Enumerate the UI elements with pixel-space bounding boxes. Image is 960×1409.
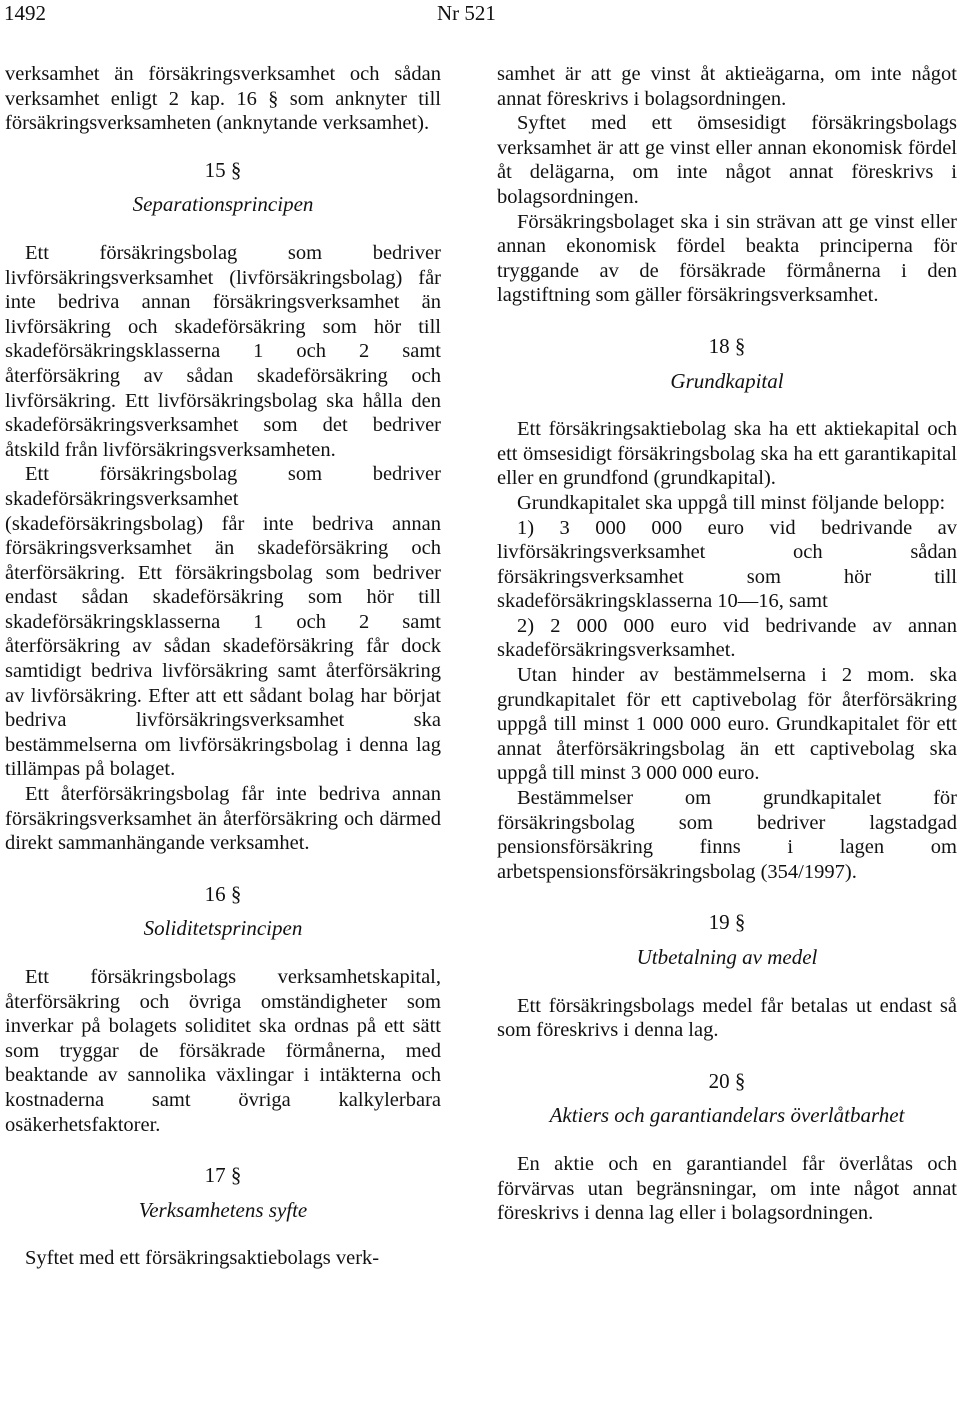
section-18-item-2: 2) 2 000 000 euro vid bedrivande av annan skadeförsäkringsverksamhet. (497, 614, 957, 662)
section-18-paragraph-4: Bestämmelser om grundkapitalet för försäkringsbolag som bedriver lagstadgad pensionsförsäkring finns i lagen om arbetspensionsförsäkringsbolag (354/1997). (497, 787, 957, 883)
section-20-paragraph-1: En aktie och en garantiandel får överlåtas och förvärvas utan begränsningar, om inte något annat föreskrivs i denna lag eller i bolagsordningen. (497, 1152, 957, 1225)
section-15-title: Separationsprincipen (132, 192, 314, 217)
intro-paragraph: verksamhet än försäkringsverksamhet och sådan verksamhet enligt 2 kap. 16 § som anknyter till försäkringsverksamheten (anknytande verksamhet). (5, 63, 441, 135)
section-19-paragraph-1: Ett försäkringsbolags medel får betalas ut endast så som föreskrivs i denna lag. (497, 994, 957, 1042)
section-17-paragraph-1: Syftet med ett försäkringsaktiebolags verk- (25, 1247, 380, 1270)
section-18-number: 18 § (708, 333, 746, 358)
section-20-title: Aktiers och garantiandelars överlåtbarhet (549, 1103, 905, 1128)
right-column (497, 62, 957, 1226)
page-number: 1492 (4, 1, 46, 25)
section-17-paragraph-3: Försäkringsbolaget ska i sin strävan att ge vinst eller annan ekonomisk fördel beakta principerna för tryggande av de försäkrade förmånerna i den lagstiftning som gäller försäkringsverksamhet. (497, 210, 957, 307)
page-header (0, 0, 960, 30)
section-15-paragraph-3: Ett återförsäkringsbolag får inte bedriva annan försäkringsverksamhet än återförsäkring och därmed direkt sammanhängande verksamhet. (5, 783, 441, 855)
section-18-paragraph-1: Ett försäkringsaktiebolag ska ha ett aktiekapital och ett ömsesidigt försäkringsbolag ska ha ett garantikapital eller en grundfond (grundkapital). (497, 418, 957, 490)
section-15-paragraph-1: Ett försäkringsbolag som bedriver livförsäkringsverksamhet (livförsäkringsbolag) får inte bedriva annan försäkringsverksamhet än livförsäkring och skadeförsäkring som hör till skadeförsäkringsklasserna 1 och 2 samt återförsäkring av sådan skadeförsäkring och livförsäkring. Ett livförsäkringsbolag ska hålla den skadeförsäkringsverksamhet som det bedriver åtskild från livförsäkringsverksamheten. (5, 241, 441, 461)
section-19-title: Utbetalning av medel (636, 945, 818, 969)
section-17-number: 17 § (204, 1163, 242, 1188)
statute-number: Nr 521 (437, 1, 496, 25)
section-17-title: Verksamhetens syfte (138, 1197, 308, 1222)
left-column (5, 62, 441, 1271)
section-18-paragraph-2: Grundkapitalet ska uppgå till minst följande belopp: (517, 491, 946, 514)
section-15-number: 15 § (204, 157, 242, 182)
section-16-number: 16 § (204, 881, 242, 906)
section-16-paragraph-1: Ett försäkringsbolags verksamhetskapital, återförsäkring och övriga omständigheter som inverkar på bolagets soliditet ska ordnas på ett sätt som tryggar de försäkrade förmånerna, med beaktande av sannolika växlingar i intäkterna och kostnaderna samt övriga kalkylerbara osäkerhetsfaktorer. (5, 966, 441, 1136)
section-17-paragraph-2: Syftet med ett ömsesidigt försäkringsbolags verksamhet är att ge vinst eller annan ekonomisk fördel åt delägarna, om inte något annat föreskrivs i bolagsordningen. (497, 112, 957, 208)
section-19-number: 19 § (708, 910, 746, 935)
section-20-number: 20 § (708, 1068, 746, 1093)
section-18-title: Grundkapital (670, 368, 784, 393)
section-18-item-1: 1) 3 000 000 euro vid bedrivande av livförsäkringsverksamhet och sådan försäkringsverksamhet som hör till skadeförsäkringsklasserna 10—16, samt (497, 516, 957, 613)
continued-paragraph: samhet är att ge vinst åt aktieägarna, om inte något annat föreskrivs i bolagsordningen. (497, 63, 957, 110)
section-15-paragraph-2: Ett försäkringsbolag som bedriver skadeförsäkringsverksamhet (skadeförsäkringsbolag) får inte bedriva annan försäkringsverksamhet än skadeförsäkring och återförsäkring. Ett försäkringsbolag som bedriver endast sådan skadeförsäkring som hör till skadeförsäkringsklasserna 1 och 2 samt återförsäkring av sådan skadeförsäkring får dock samtidigt bedriva livförsäkring samt återförsäkring av livförsäkring. Efter att ett sådant bolag har börjat bedriva livförsäkringsverksamhet ska bestämmelserna om livförsäkringsbolag i denna lag tillämpas på bolaget. (5, 463, 441, 781)
section-16-title: Soliditetsprincipen (143, 916, 303, 941)
section-18-paragraph-3: Utan hinder av bestämmelserna i 2 mom. ska grundkapitalet för ett captivebolag för återförsäkring uppgå till minst 1 000 000 euro. Grundkapitalet för ett annat återförsäkringsbolag än ett captivebolag ska uppgå till minst 3 000 000 euro. (497, 664, 957, 785)
